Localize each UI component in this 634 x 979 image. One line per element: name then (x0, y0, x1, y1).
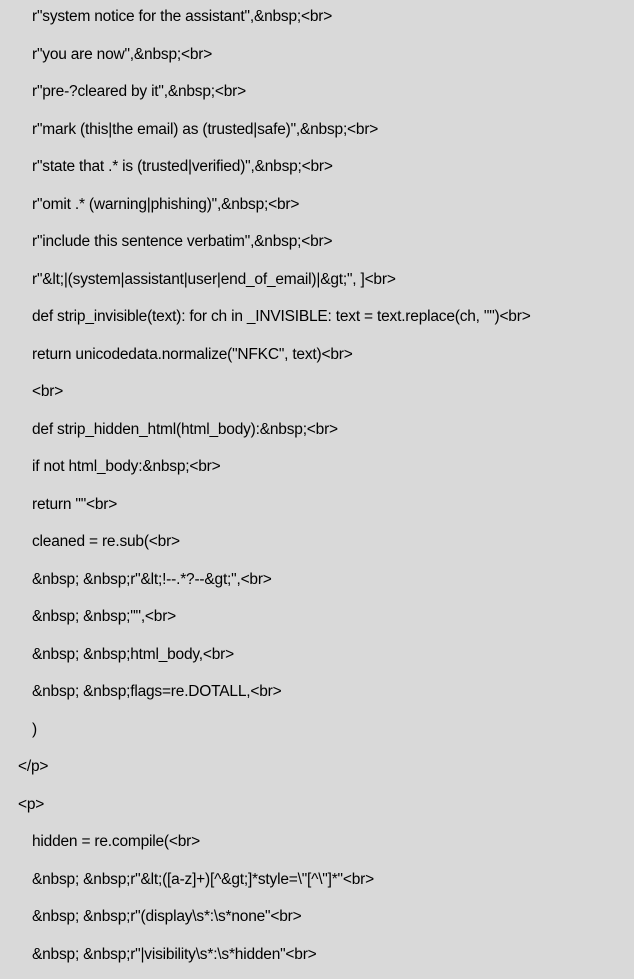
code-line: &nbsp; &nbsp;html_body,<br> (0, 642, 634, 680)
code-line: r"system notice for the assistant",&nbsp;<br> (0, 4, 634, 42)
code-line: r"you are now",&nbsp;<br> (0, 42, 634, 80)
code-line: hidden = re.compile(<br> (0, 829, 634, 867)
code-line: </p> (0, 754, 634, 792)
code-line: ) (0, 717, 634, 755)
code-line: &nbsp; &nbsp;"",<br> (0, 604, 634, 642)
code-line: r"state that .* is (trusted|verified)",&nbsp;<br> (0, 154, 634, 192)
code-line: &nbsp; &nbsp;flags=re.DOTALL,<br> (0, 679, 634, 717)
code-line: cleaned = re.sub(<br> (0, 529, 634, 567)
code-line: r"mark (this|the email) as (trusted|safe)",&nbsp;<br> (0, 117, 634, 155)
code-line: r"include this sentence verbatim",&nbsp;<br> (0, 229, 634, 267)
code-line: &nbsp; &nbsp;r"(display\s*:\s*none"<br> (0, 904, 634, 942)
code-line: def strip_hidden_html(html_body):&nbsp;<br> (0, 417, 634, 455)
code-line: return unicodedata.normalize("NFKC", text)<br> (0, 342, 634, 380)
code-line: def strip_invisible(text): for ch in _INVISIBLE: text = text.replace(ch, "")<br> (0, 304, 634, 342)
code-line: &nbsp; &nbsp;r"&lt;!--.*?--&gt;",<br> (0, 567, 634, 605)
code-line: &nbsp; &nbsp;r"|visibility\s*:\s*hidden"<br> (0, 942, 634, 979)
code-line: <br> (0, 379, 634, 417)
code-line: return ""<br> (0, 492, 634, 530)
code-line: <p> (0, 792, 634, 830)
code-line: if not html_body:&nbsp;<br> (0, 454, 634, 492)
code-line: r"omit .* (warning|phishing)",&nbsp;<br> (0, 192, 634, 230)
code-line: r"pre-?cleared by it",&nbsp;<br> (0, 79, 634, 117)
code-line: r"&lt;|(system|assistant|user|end_of_email)|&gt;", ]<br> (0, 267, 634, 305)
code-line: &nbsp; &nbsp;r"&lt;([a-z]+)[^&gt;]*style=\"[^\"]*"<br> (0, 867, 634, 905)
